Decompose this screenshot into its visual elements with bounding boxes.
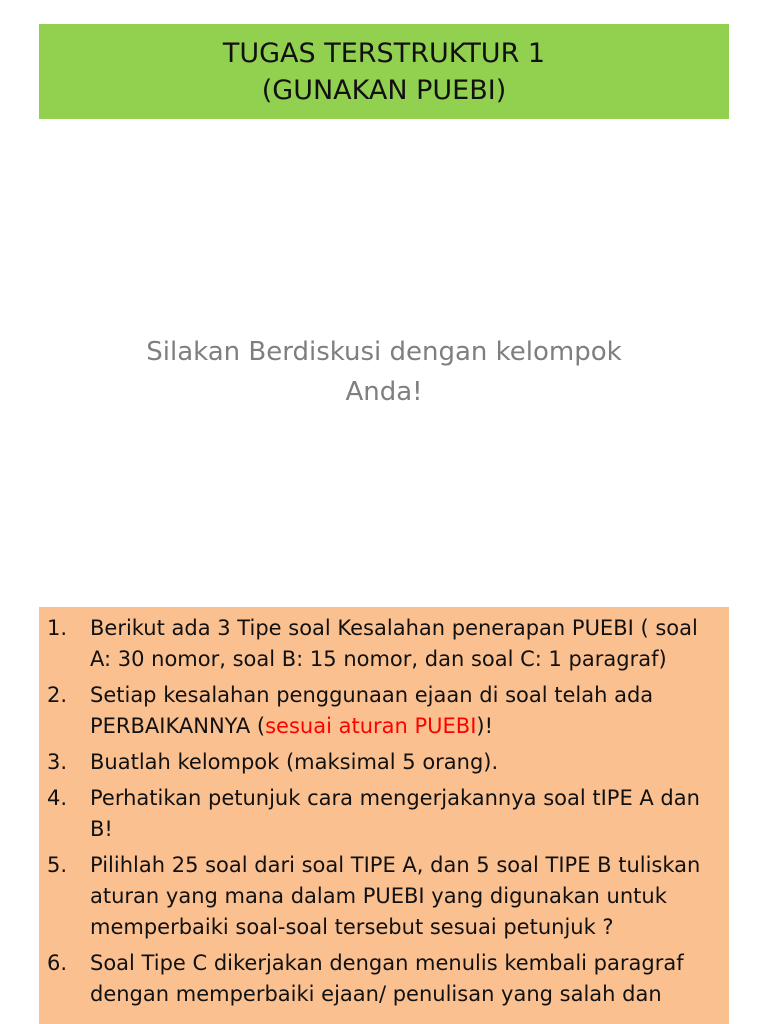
instruction-text-highlight: sesuai aturan PUEBI (265, 714, 477, 738)
title-banner (39, 24, 729, 119)
subtitle-text (39, 332, 729, 412)
title-line-1: TUGAS TERSTRUKTUR 1 (222, 37, 546, 69)
instruction-item-6 (39, 948, 729, 1010)
instruction-text: Pilihlah 25 soal dari soal TIPE A, dan 5 soal TIPE B tuliskan aturan yang mana dalam PUEBI yang digunakan untuk memperbaiki soal-soal tersebut sesuai petunjuk ? (90, 853, 701, 939)
instruction-number: 6. (47, 951, 68, 975)
instruction-text: Perhatikan petunjuk cara mengerjakannya soal tIPE A dan B! (90, 786, 700, 841)
instruction-number: 1. (47, 616, 68, 640)
instruction-number: 3. (47, 750, 68, 774)
instruction-number: 4. (47, 786, 68, 810)
instruction-item-5 (39, 850, 729, 943)
instruction-item-1 (39, 613, 729, 675)
instruction-item-2 (39, 680, 729, 742)
instruction-item-3 (39, 747, 729, 778)
instruction-text (90, 680, 729, 742)
subtitle-line-1: Silakan Berdiskusi dengan kelompok (146, 337, 622, 367)
instruction-text: Berikut ada 3 Tipe soal Kesalahan penerapan PUEBI ( soal A: 30 nomor, soal B: 15 nomor, dan soal C: 1 paragraf) (90, 616, 698, 671)
instruction-item-4 (39, 783, 729, 845)
instruction-text: Soal Tipe C dikerjakan dengan menulis kembali paragraf dengan memperbaiki ejaan/ penulisan yang salah dan (90, 951, 684, 1006)
instruction-text: Buatlah kelompok (maksimal 5 orang). (90, 750, 499, 774)
instruction-text-before: Setiap kesalahan penggunaan ejaan di soal telah ada PERBAIKANNYA ( (90, 683, 654, 738)
subtitle-line-2: Anda! (345, 377, 423, 407)
instructions-list (39, 607, 729, 1010)
instruction-number: 2. (47, 683, 68, 707)
instructions-box (39, 607, 729, 1024)
title-line-2: (GUNAKAN PUEBI) (261, 74, 507, 106)
instruction-number: 5. (47, 853, 68, 877)
instruction-text-after: )! (476, 714, 494, 738)
